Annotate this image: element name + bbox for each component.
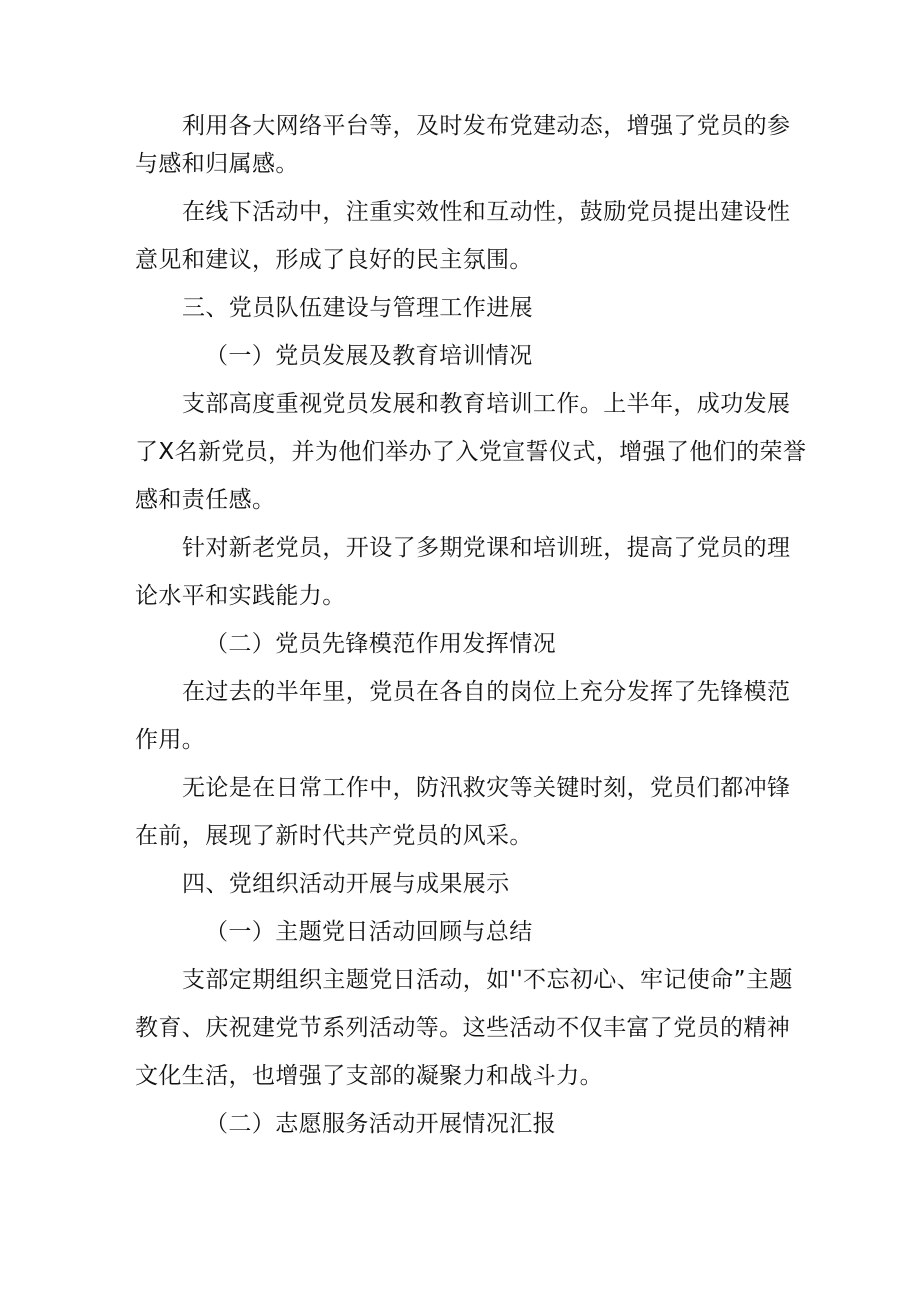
subsection-heading: （一）党员发展及教育培训情况 bbox=[205, 343, 533, 369]
subsection-heading: （一）主题党日活动回顾与总结 bbox=[205, 919, 533, 945]
subsection-heading: （二）党员先锋模范作用发挥情况 bbox=[205, 631, 556, 657]
paragraph-line: 针对新老党员，开设了多期党课和培训班，提高了党员的理 bbox=[182, 535, 791, 561]
paragraph-line: 支部定期组织主题党日活动，如''不忘初心、牢记使命”主题 bbox=[182, 967, 793, 993]
paragraph-line: 感和责任感。 bbox=[135, 487, 276, 513]
paragraph-line: 在前，展现了新时代共产党员的风采。 bbox=[135, 823, 533, 849]
paragraph-line: 意见和建议，形成了良好的民主氛围。 bbox=[135, 247, 533, 273]
subsection-heading: （二）志愿服务活动开展情况汇报 bbox=[205, 1111, 556, 1137]
section-heading: 三、党员队伍建设与管理工作进展 bbox=[182, 295, 533, 321]
paragraph-line: 教育、庆祝建党节系列活动等。这些活动不仅丰富了党员的精神 bbox=[135, 1015, 791, 1041]
paragraph-line: 文化生活，也增强了支部的凝聚力和战斗力。 bbox=[135, 1063, 603, 1089]
paragraph-line: 与感和归属感。 bbox=[135, 151, 299, 177]
paragraph-line: 支部高度重视党员发展和教育培训工作。上半年，成功发展 bbox=[182, 391, 791, 417]
paragraph-line: 无论是在日常工作中，防汛救灾等关键时刻，党员们都冲锋 bbox=[182, 775, 791, 801]
paragraph-line: 在线下活动中，注重实效性和互动性，鼓励党员提出建设性 bbox=[182, 199, 791, 225]
paragraph-line: 在过去的半年里，党员在各自的岗位上充分发挥了先锋模范 bbox=[182, 679, 791, 705]
section-heading: 四、党组织活动开展与成果展示 bbox=[182, 871, 510, 897]
paragraph-line: 作用。 bbox=[135, 727, 206, 753]
paragraph-line: 利用各大网络平台等，及时发布党建动态，增强了党员的参 bbox=[182, 113, 791, 139]
paragraph-line: 论水平和实践能力。 bbox=[135, 583, 346, 609]
paragraph-line: 了X名新党员，并为他们举办了入党宣誓仪式，增强了他们的荣誉 bbox=[135, 439, 807, 465]
